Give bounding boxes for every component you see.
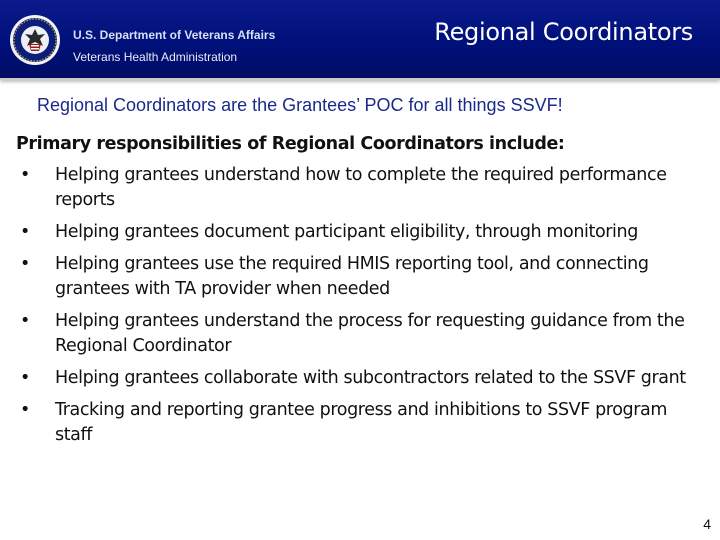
bullet-icon: • xyxy=(20,311,30,331)
administration-name: Veterans Health Administration xyxy=(73,50,238,64)
slide-title: Regional Coordinators xyxy=(434,18,693,46)
responsibilities-list xyxy=(16,163,706,455)
list-item-text: Tracking and reporting grantee progress and inhibitions to SSVF program staff xyxy=(55,400,667,445)
list-item-text: Helping grantees understand how to complete the required performance reports xyxy=(55,165,667,210)
responsibilities-intro: Primary responsibilities of Regional Coordinators include: xyxy=(16,134,565,154)
bullet-icon: • xyxy=(20,222,30,242)
bullet-icon: • xyxy=(20,400,30,420)
list-item xyxy=(16,163,706,213)
list-item xyxy=(16,252,706,302)
slide-subtitle: Regional Coordinators are the Grantees’ POC for all things SSVF! xyxy=(37,95,563,115)
bullet-icon: • xyxy=(20,165,30,185)
va-seal-icon xyxy=(9,14,61,66)
page-number: 4 xyxy=(703,516,711,532)
list-item xyxy=(16,309,706,359)
list-item-text: Helping grantees use the required HMIS reporting tool, and connecting grantees with TA provider when needed xyxy=(55,254,649,299)
list-item-text: Helping grantees collaborate with subcontractors related to the SSVF grant xyxy=(55,368,686,388)
list-item-text: Helping grantees understand the process for requesting guidance from the Regional Coordinator xyxy=(55,311,685,356)
list-item xyxy=(16,366,706,391)
list-item-text: Helping grantees document participant eligibility, through monitoring xyxy=(55,222,638,242)
bullet-icon: • xyxy=(20,368,30,388)
agency-name: U.S. Department of Veterans Affairs xyxy=(73,28,276,42)
list-item xyxy=(16,398,706,448)
bullet-icon: • xyxy=(20,254,30,274)
slide-header xyxy=(0,0,720,80)
list-item xyxy=(16,220,706,245)
